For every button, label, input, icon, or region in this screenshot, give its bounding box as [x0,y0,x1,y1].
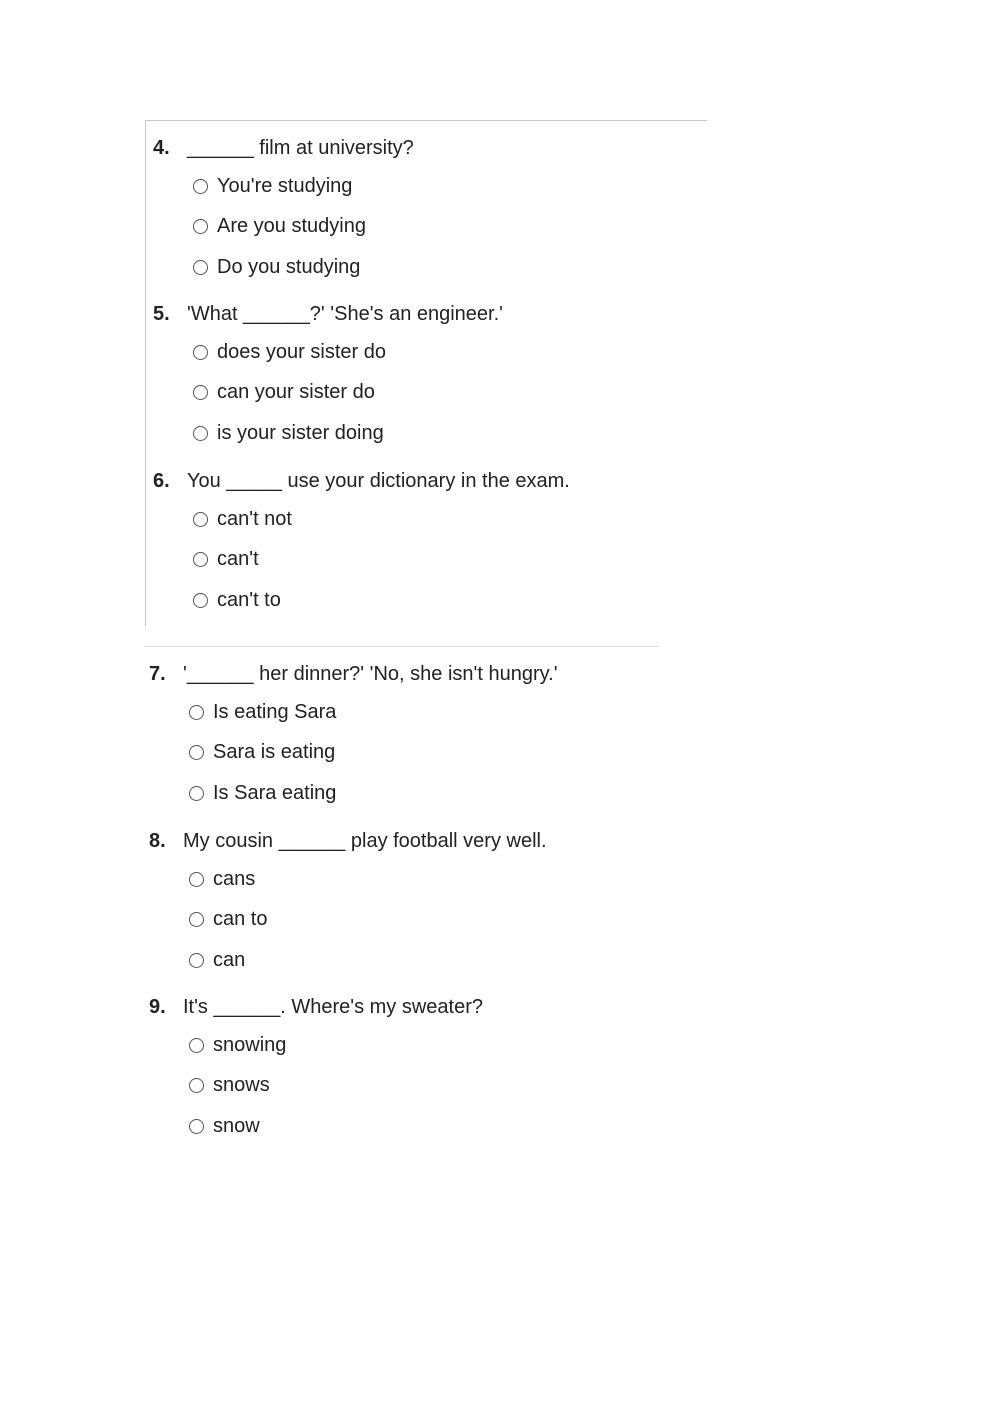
option-cant-not[interactable] [193,505,570,533]
question-stem: '______ her dinner?' 'No, she isn't hungry.' [183,662,558,685]
option-label: can't not [217,507,292,530]
question-6 [153,467,570,614]
option-are-you-studying[interactable] [193,213,414,241]
question-5 [153,300,503,447]
question-stem: ______ film at university? [187,136,414,159]
option-you-re-studying[interactable] [193,172,414,200]
option-label: can't to [217,588,281,611]
option-sara-is-eating[interactable] [189,739,558,767]
question-stem: My cousin ______ play football very well. [183,829,547,852]
question-number: 5. [153,302,170,325]
option-do-you-studying[interactable] [193,253,414,281]
question-number: 7. [149,662,166,685]
question-number: 9. [149,995,166,1018]
option-can-to[interactable] [189,906,547,934]
option-cans[interactable] [189,865,547,893]
option-label: snow [213,1114,260,1137]
question-number: 8. [149,829,166,852]
option-is-sara-eating[interactable] [189,779,558,807]
option-does-your-sister-do[interactable] [193,338,503,366]
option-is-eating-sara[interactable] [189,698,558,726]
option-label: Are you studying [217,215,366,237]
option-is-your-sister-doing[interactable] [193,419,503,447]
question-stem: 'What ______?' 'She's an engineer.' [187,302,503,325]
radio-button[interactable] [189,1078,204,1093]
option-cant[interactable] [193,546,570,574]
option-label: snowing [213,1033,287,1056]
radio-button[interactable] [189,745,204,760]
option-label: can't [217,548,259,570]
question-8 [149,827,547,974]
radio-button[interactable] [189,1038,204,1053]
question-number: 6. [153,469,170,492]
question-stem: It's ______. Where's my sweater? [183,995,483,1018]
question-4 [153,134,414,281]
radio-button[interactable] [193,512,208,527]
option-label: can [213,948,246,971]
option-snow[interactable] [189,1112,483,1140]
option-snowing[interactable] [189,1031,483,1059]
radio-button[interactable] [193,426,208,441]
option-label: Is eating Sara [213,700,337,723]
option-cant-to[interactable] [193,586,570,614]
radio-button[interactable] [189,786,204,801]
radio-button[interactable] [193,179,208,194]
option-snows[interactable] [189,1072,483,1100]
option-label: Is Sara eating [213,781,337,804]
question-stem: You _____ use your dictionary in the exam. [187,469,570,492]
option-label: Do you studying [217,255,361,278]
radio-button[interactable] [193,385,208,400]
section-divider [145,646,659,647]
option-can-your-sister-do[interactable] [193,379,503,407]
radio-button[interactable] [189,953,204,968]
option-label: Sara is eating [213,741,336,763]
option-can[interactable] [189,946,547,974]
question-number: 4. [153,136,170,159]
option-label: does your sister do [217,340,386,363]
radio-button[interactable] [193,345,208,360]
radio-button[interactable] [193,260,208,275]
radio-button[interactable] [189,912,204,927]
question-7 [149,660,558,807]
question-9 [149,993,483,1140]
option-label: snows [213,1074,270,1096]
radio-button[interactable] [189,705,204,720]
option-label: is your sister doing [217,421,384,444]
option-label: can to [213,908,268,930]
option-label: cans [213,867,256,890]
radio-button[interactable] [189,1119,204,1134]
option-label: You're studying [217,174,353,197]
radio-button[interactable] [193,552,208,567]
radio-button[interactable] [189,872,204,887]
radio-button[interactable] [193,593,208,608]
radio-button[interactable] [193,219,208,234]
option-label: can your sister do [217,381,375,403]
